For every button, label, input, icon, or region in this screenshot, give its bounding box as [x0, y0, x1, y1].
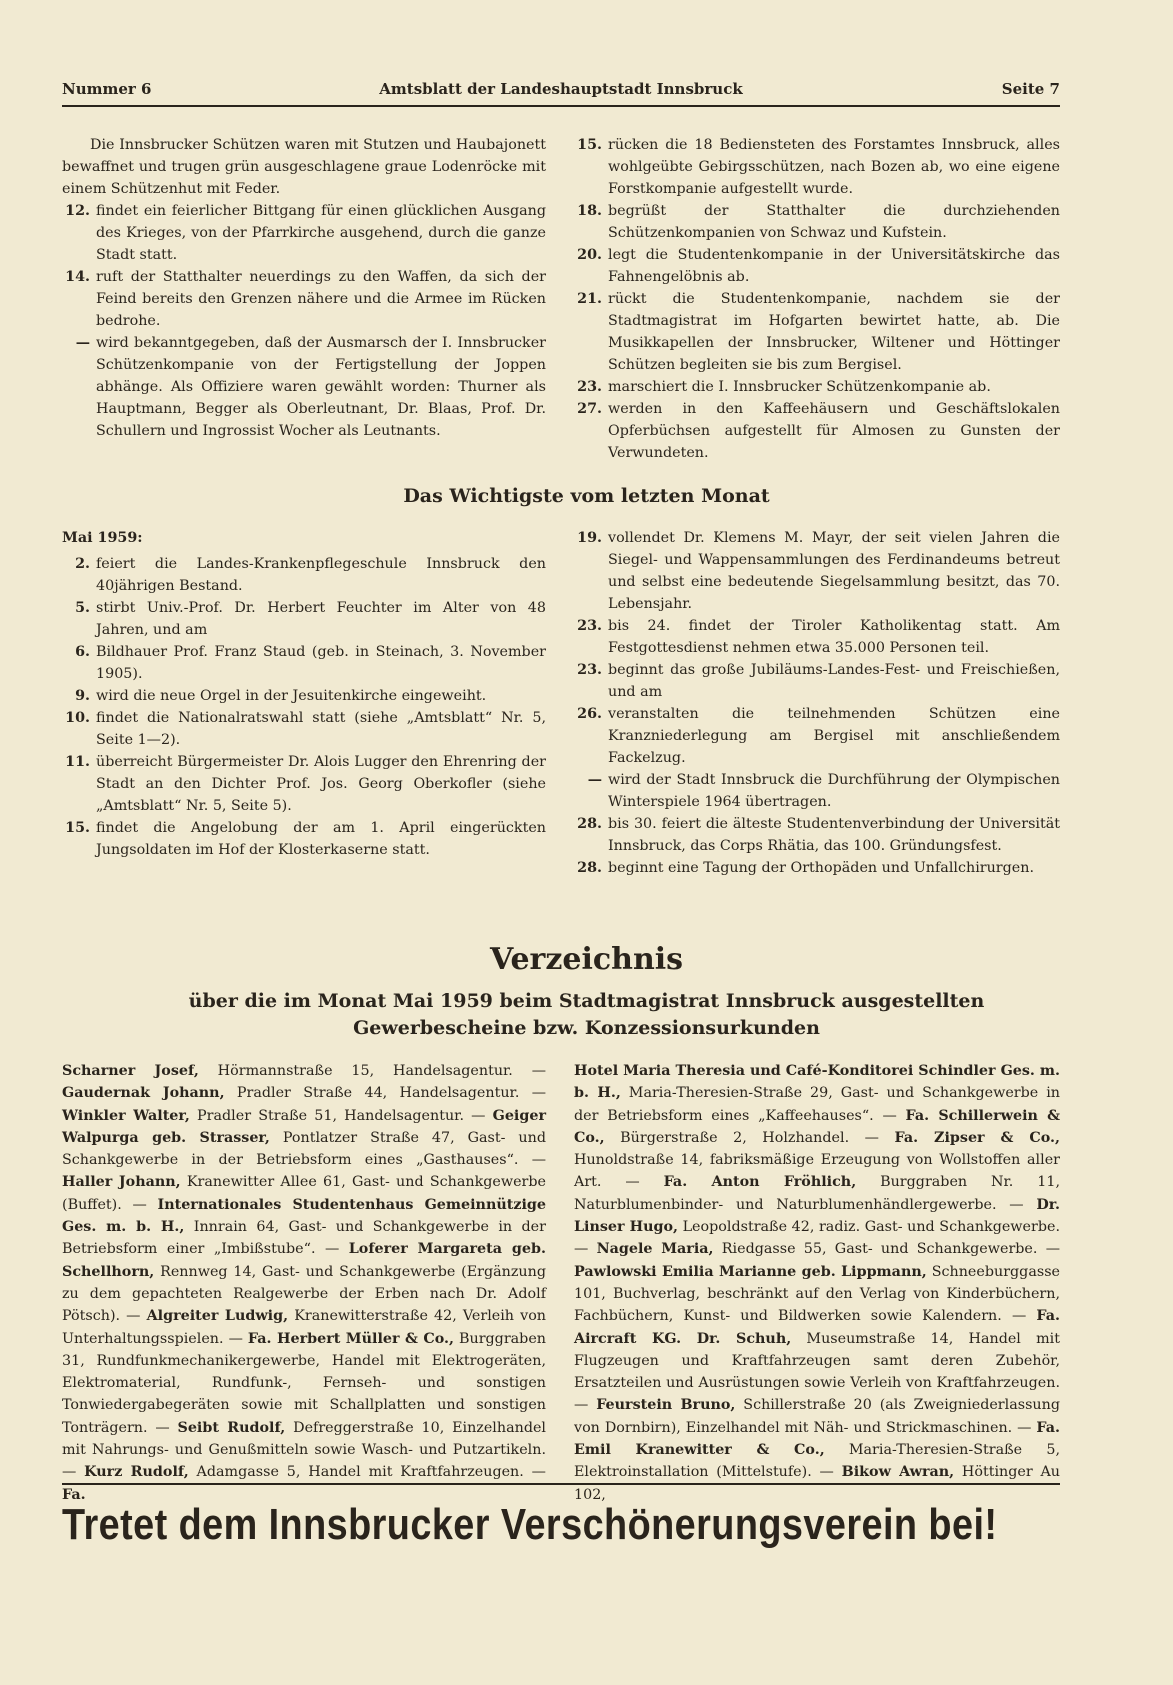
- chronicle-entry: [62, 266, 546, 332]
- licence-holder: Seibt Rudolf,: [177, 1419, 286, 1436]
- entry-text: rückt die Studentenkompanie, nachdem sie der Stadtmagistrat im Hofgarten bewirtet hatte, ab. Die Musikkapellen der Innsbrucker, Wiltener und Höttinger Schützen begleiten sie bis zum Bergisel.: [608, 291, 1060, 373]
- licence-holder: Geiger Walpurga geb. Strasser,: [62, 1107, 546, 1146]
- entry-date: —: [75, 335, 90, 351]
- chronicle-entry: [574, 134, 1060, 200]
- entry-date: 10.: [65, 710, 90, 726]
- licence-details: Pradler Straße 51, Handelsagentur. —: [189, 1107, 493, 1124]
- licence-holder: Dr. Linser Hugo,: [574, 1196, 1060, 1236]
- events-list-left: [62, 553, 546, 861]
- licence-details: Riedgasse 55, Gast- und Schankgewerbe. —: [713, 1241, 1060, 1258]
- chronicle-entry: [574, 813, 1060, 857]
- chronicle-entry: [62, 200, 546, 266]
- chronicle-entry: [62, 597, 546, 641]
- licence-holder: Bikow Awran,: [841, 1464, 955, 1481]
- entry-date: 23.: [577, 379, 602, 395]
- entry-text: veranstalten die teilnehmenden Schützen eine Kranzniederlegung am Bergisel mit anschließendem Fackelzug.: [608, 706, 1060, 766]
- entry-text: vollendet Dr. Klemens M. Mayr, der seit vielen Jahren die Siegel- und Wappensammlungen des Ferdinandeums betreut und selbst eine bedeutende Siegelsammlung besitzt, das 70. Lebensjahr.: [608, 530, 1060, 612]
- licence-details: Maria-Theresien-Straße 5, Elektroinstallation (Mittelstufe). —: [574, 1442, 1060, 1481]
- entry-date: 19.: [577, 530, 602, 546]
- chronicle-entry: [62, 553, 546, 597]
- entry-date: —: [587, 772, 602, 788]
- licence-details: Hunoldstraße 14, fabriksmäßige Erzeugung von Wollstoffen aller Art. —: [574, 1152, 1060, 1191]
- entry-date: 27.: [577, 401, 602, 417]
- licence-details: Innrain 64, Gast- und Schankgewerbe in der Betriebsform einer „Imbißstube“. —: [62, 1219, 546, 1258]
- chronicle-entry: [574, 376, 1060, 398]
- licence-details: Museumstraße 14, Handel mit Flugzeugen und Kraftfahrzeugen samt deren Zubehör, Ersatzteilen und Ausrüstungen sowie Verleih von Kraftfahrzeugen. —: [574, 1330, 1060, 1414]
- licence-details: Bürgerstraße 2, Holzhandel. —: [604, 1129, 895, 1146]
- entry-date: 23.: [577, 662, 602, 678]
- entry-text: findet ein feierlicher Bittgang für einen glücklichen Ausgang des Krieges, von der Pfarrkirche ausgehend, durch die ganze Stadt statt.: [96, 203, 546, 263]
- chronicle-entry: [62, 685, 546, 707]
- licence-holder: Fa. Zipser & Co.,: [894, 1129, 1061, 1146]
- licence-holder: Algreiter Ludwig,: [146, 1308, 289, 1325]
- licence-details: Schneeburggasse 101, Buchverlag, beschränkt auf den Verlag von Kinderbüchern, Fachbüchern, Kunst- und Bildwerken sowie Kalendern. —: [574, 1263, 1060, 1325]
- entry-text: ruft der Statthalter neuerdings zu den Waffen, da sich der Feind bereits den Grenzen nähere und die Armee im Rücken bedrohe.: [96, 269, 546, 329]
- licence-details: Höttinger Au 102,: [574, 1464, 1060, 1503]
- entry-text: überreicht Bürgermeister Dr. Alois Lugger den Ehrenring der Stadt an den Dichter Prof. Jos. Georg Oberkofler (siehe „Amtsblatt“ Nr. 5, Seite 5).: [96, 754, 546, 814]
- verzeichnis-subtitle-2: Gewerbescheine bzw. Konzessionsurkunden: [353, 1017, 820, 1039]
- chronicle-entry: [574, 398, 1060, 464]
- section-title: Das Wichtigste vom letzten Monat: [403, 485, 770, 507]
- licences-column-right: [574, 1060, 1060, 1506]
- entry-date: 23.: [577, 618, 602, 634]
- entry-text: stirbt Univ.-Prof. Dr. Herbert Feuchter im Alter von 48 Jahren, und am: [96, 600, 546, 638]
- issue-number: Nummer 6: [62, 80, 152, 98]
- history-column-right: [574, 134, 1060, 464]
- licence-holder: Kurz Rudolf,: [84, 1464, 189, 1481]
- entry-text: bis 24. findet der Tiroler Katholikentag statt. Am Festgottesdienst nehmen etwa 35.000 Personen teil.: [608, 618, 1060, 656]
- licence-details: Burggraben 31, Rundfunkmechanikergewerbe, Handel mit Elektrogeräten, Elektromaterial, Rundfunk-, Fernseh- und sonstigen Tonwiedergabegeräten sowie mit Schallplatten und sonstigen Tonträgern. —: [62, 1330, 547, 1436]
- entry-text: werden in den Kaffeehäusern und Geschäftslokalen Opferbüchsen aufgestellt für Almosen zu Gunsten der Verwundeten.: [608, 401, 1060, 461]
- licence-holder: Haller Johann,: [62, 1174, 181, 1191]
- licence-details: Pradler Straße 44, Handelsagentur. —: [224, 1085, 546, 1102]
- licence-details: Maria-Theresien-Straße 29, Gast- und Schankgewerbe in der Betriebsform eines „Kaffeehauses“. —: [574, 1085, 1060, 1124]
- licence-holder: Winkler Walter,: [62, 1107, 190, 1124]
- entry-text: feiert die Landes-Krankenpflegeschule Innsbruck den 40jährigen Bestand.: [96, 556, 546, 594]
- licence-holder: Internationales Studentenhaus Gemeinnützige Ges. m. b. H.,: [62, 1196, 546, 1236]
- licence-details: Kranewitter Allee 61, Gast- und Schankgewerbe (Buffet). —: [62, 1174, 547, 1213]
- licence-holder: Nagele Maria,: [596, 1241, 714, 1258]
- chronicle-entry: [62, 707, 546, 751]
- entry-date: 21.: [577, 291, 602, 307]
- licence-holder: Gaudernak Johann,: [62, 1085, 225, 1102]
- month-label: Mai 1959:: [62, 530, 143, 546]
- licence-details: Pontlatzer Straße 47, Gast- und Schankgewerbe in der Betriebsform eines „Gasthauses“. —: [62, 1129, 546, 1169]
- entry-date: 12.: [65, 203, 90, 219]
- entry-date: 9.: [75, 688, 90, 704]
- licence-holder: Fa. Anton Fröhlich,: [663, 1174, 857, 1191]
- licence-holder: Feurstein Bruno,: [596, 1397, 736, 1414]
- entry-text: Bildhauer Prof. Franz Staud (geb. in Steinach, 3. November 1905).: [96, 644, 546, 682]
- verzeichnis-subtitle-1: über die im Monat Mai 1959 beim Stadtmagistrat Innsbruck ausgestellten: [188, 990, 985, 1012]
- licence-details: Leopoldstraße 42, radiz. Gast- und Schankgewerbe. —: [574, 1219, 1060, 1258]
- publication-title: Amtsblatt der Landeshauptstadt Innsbruck: [379, 80, 743, 98]
- entry-date: 11.: [65, 754, 90, 770]
- entry-text: wird der Stadt Innsbruck die Durchführung der Olympischen Winterspiele 1964 übertragen.: [608, 772, 1060, 810]
- entry-text: legt die Studentenkompanie in der Universitätskirche das Fahnengelöbnis ab.: [608, 247, 1060, 285]
- entry-text: begrüßt der Statthalter die durchziehenden Schützenkompanien von Schwaz und Kufstein.: [608, 203, 1060, 241]
- licence-holder: Fa. Aircraft KG. Dr. Schuh,: [574, 1308, 1060, 1347]
- entry-text: findet die Nationalratswahl statt (siehe „Amtsblatt“ Nr. 5, Seite 1—2).: [96, 710, 546, 748]
- header-rule: [62, 105, 1060, 107]
- chronicle-entry: [574, 659, 1060, 703]
- licence-holder: Pawlowski Emilia Marianne geb. Lippmann,: [574, 1263, 927, 1280]
- licence-holder: Fa. Emil Kranewitter & Co.,: [574, 1419, 1060, 1459]
- entry-text: wird die neue Orgel in der Jesuitenkirche eingeweiht.: [96, 688, 487, 704]
- chronicle-entry: [574, 288, 1060, 376]
- entry-text: rücken die 18 Bediensteten des Forstamtes Innsbruck, alles wohlgeübte Gebirgsschützen, nach Bozen ab, wo eine eigene Forstkompanie aufgestellt wurde.: [608, 137, 1060, 197]
- entry-date: 14.: [65, 269, 90, 285]
- chronicle-entry: [62, 817, 546, 861]
- licence-holder: Scharner Josef,: [62, 1063, 199, 1079]
- entry-date: 15.: [65, 820, 90, 836]
- chronicle-entry: [574, 615, 1060, 659]
- licence-holder: Loferer Margareta geb. Schellhorn,: [62, 1241, 546, 1280]
- footer-slogan: Tretet dem Innsbrucker Verschönerungsverein bei!: [62, 1500, 998, 1549]
- entry-date: 18.: [577, 203, 602, 219]
- entry-date: 2.: [75, 556, 90, 572]
- chronicle-entry: [574, 244, 1060, 288]
- licence-details: Rennweg 14, Gast- und Schankgewerbe (Ergänzung zu dem gepachteten Realgewerbe der Erben nach Dr. Adolf Pötsch). —: [62, 1263, 546, 1325]
- events-column-right: [574, 527, 1060, 879]
- entry-date: 26.: [577, 706, 602, 722]
- entry-text: beginnt das große Jubiläums-Landes-Fest- und Freischießen, und am: [608, 662, 1060, 700]
- licence-details: Defreggerstraße 10, Einzelhandel mit Nahrungs- und Genußmitteln sowie Wasch- und Putzartikeln. —: [62, 1419, 547, 1481]
- chronicle-entry: [62, 134, 546, 200]
- entry-text: bis 30. feiert die älteste Studentenverbindung der Universität Innsbruck, das Corps Rhätia, das 100. Gründungsfest.: [608, 816, 1060, 854]
- entry-text: wird bekanntgegeben, daß der Ausmarsch der I. Innsbrucker Schützenkompanie von der Fertigstellung der Joppen abhänge. Als Offiziere waren gewählt worden: Thurner als Hauptmann, Begger als Oberleutnant, Dr. Blaas, Prof. Dr. Schullern und Ingrossist Wocher als Leutnants.: [96, 335, 546, 439]
- chronicle-entry: [574, 857, 1060, 879]
- licences-column-left: [62, 1060, 546, 1506]
- entry-date: 6.: [75, 644, 90, 660]
- licence-holder: Fa. Schillerwein & Co.,: [574, 1107, 1060, 1146]
- licence-holder: Fa.: [62, 1486, 86, 1503]
- chronicle-entry: [62, 332, 546, 442]
- chronicle-entry: [62, 641, 546, 685]
- chronicle-entry: [574, 703, 1060, 769]
- events-column-left: [62, 527, 546, 861]
- chronicle-entry: [62, 751, 546, 817]
- entry-text: findet die Angelobung der am 1. April eingerückten Jungsoldaten im Hof der Klosterkaserne statt.: [96, 820, 546, 858]
- entry-text: marschiert die I. Innsbrucker Schützenkompanie ab.: [608, 379, 991, 395]
- licence-details: Schillerstraße 20 (als Zweigniederlassung von Dornbirn), Einzelhandel mit Näh- und Strickmaschinen. —: [574, 1397, 1060, 1436]
- running-head: [62, 80, 1060, 102]
- chronicle-entry: [574, 769, 1060, 813]
- entry-date: 28.: [577, 860, 602, 876]
- entry-date: 5.: [75, 600, 90, 616]
- history-column-left: [62, 134, 546, 442]
- entry-text: Die Innsbrucker Schützen waren mit Stutzen und Haubajonett bewaffnet und trugen grün ausgeschlagene graue Lodenröcke mit einem Schützenhut mit Feder.: [62, 137, 546, 197]
- page-number: Seite 7: [1001, 80, 1060, 98]
- footer-rule: [62, 1483, 1060, 1485]
- licence-details: Burggraben Nr. 11, Naturblumenbinder- und Naturblumenhändlergewerbe. —: [574, 1174, 1060, 1213]
- entry-date: 28.: [577, 816, 602, 832]
- licence-details: Kranewitterstraße 42, Verleih von Unterhaltungsspielen. —: [62, 1308, 547, 1347]
- entry-date: 15.: [577, 137, 602, 153]
- licence-details: Adamgasse 5, Handel mit Kraftfahrzeugen. —: [188, 1464, 546, 1481]
- chronicle-entry: [574, 200, 1060, 244]
- licence-holder: Fa. Herbert Müller & Co.,: [247, 1330, 454, 1347]
- entry-date: 20.: [577, 247, 602, 263]
- licence-details: Hörmannstraße 15, Handelsagentur. —: [198, 1063, 546, 1079]
- chronicle-entry: [574, 527, 1060, 615]
- entry-text: beginnt eine Tagung der Orthopäden und Unfallchirurgen.: [608, 860, 1035, 876]
- verzeichnis-title: Verzeichnis: [489, 942, 684, 977]
- licence-holder: Hotel Maria Theresia und Café-Konditorei Schindler Ges. m. b. H.,: [574, 1063, 1060, 1102]
